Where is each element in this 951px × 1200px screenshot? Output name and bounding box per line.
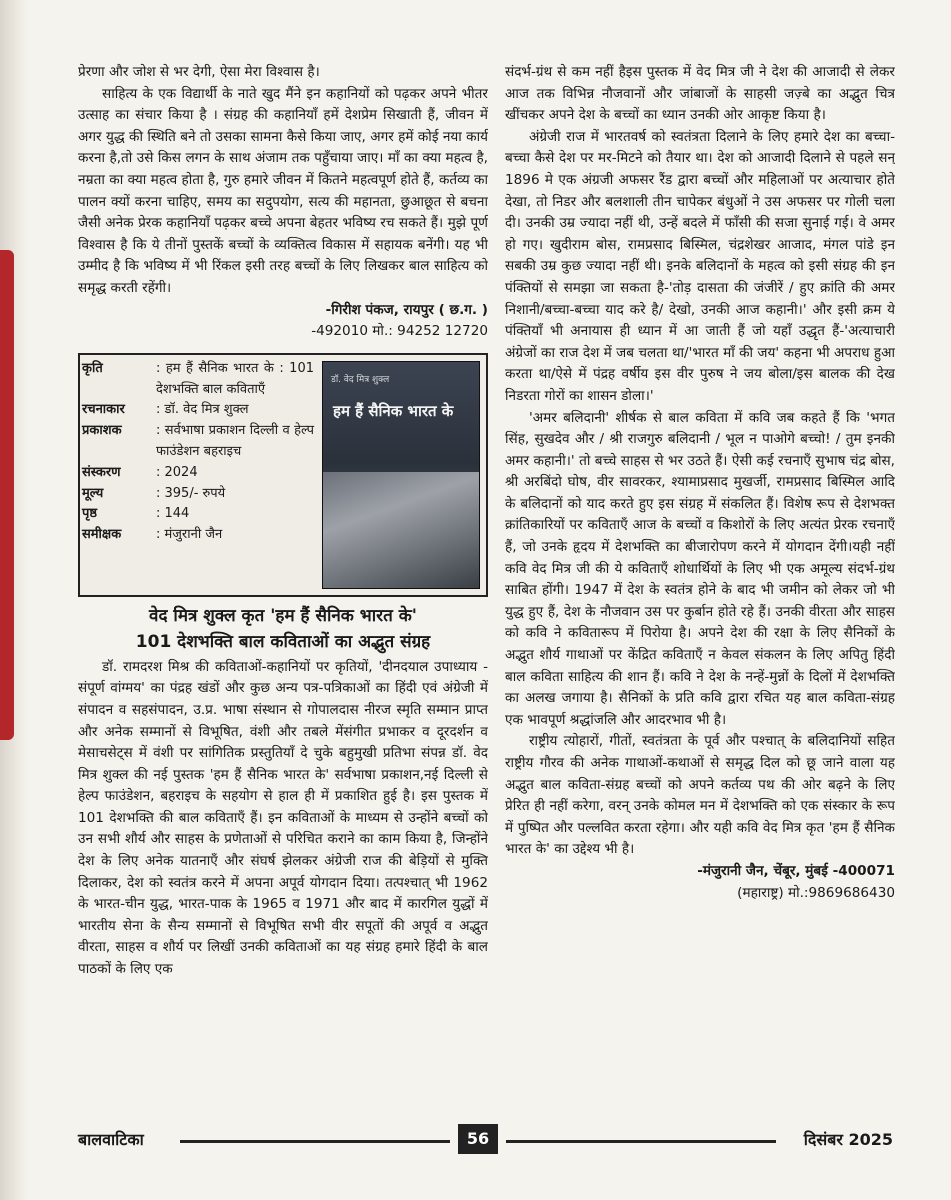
book-cover-artwork <box>323 472 479 588</box>
detail-value: : डॉ. वेद मित्र शुक्ल <box>156 402 249 418</box>
detail-value: : हम हैं सैनिक भारत के : 101 देशभक्ति बाल कविताएँ <box>156 360 314 397</box>
detail-row <box>82 484 314 505</box>
book-details <box>82 359 314 546</box>
page-footer <box>78 1128 893 1154</box>
red-page-tab <box>0 250 14 740</box>
detail-key: समीक्षक <box>82 527 122 543</box>
magazine-name: बालवाटिका <box>78 1130 144 1149</box>
detail-key: संस्करण <box>82 464 121 480</box>
detail-row <box>82 359 314 401</box>
review-heading-line2: 101 देशभक्ति बाल कविताओं का अद्भुत संग्रह <box>135 631 431 652</box>
paragraph: अंग्रेजी राज में भारतवर्ष को स्वतंत्रता दिलाने के लिए हमारे देश का बच्चा-बच्चा कैसे देश पर मर-मिटने को तैयार था। देश को आजादी दिलाने से पहले सन् 1896 मे एक अंग्रजी अफसर रैंड द्वारा बच्चों और महिलाओं पर अत्याचार होते देखा, तो निडर और बलशाली तीन चापेकर बंधुओं ने उस अफसर पर गोली चला दी। उनकी उम्र ज्यादा नहीं थी, उन्हें बदले में फाँसी की सजा सुनाई गई। वे अमर हो गए। खुदीराम बोस, रामप्रसाद बिस्मिल, चंद्रशेखर आजाद, मंगल पांडे इन सबकी उम्र कुछ ज्यादा नहीं थी। इनके बलिदानों के महत्व को इसी संग्रह की इन पंक्तियों से समझा जा सकता है-'तोड़ दासता की जंजीरें / हुए क्रांति की अमर निशानी/बच्चा-बच्चा याद करे है/ देखो, उनकी आज कहानी।' और इसी क्रम ये पंक्तियाँ भी अनायास ही ध्यान में आ जाती हैं जो यहाँ उद्धृत हैं-'अत्याचारी अंग्रेजों का राज देश में जब चलता था/'भारत माँ की जय' कहना भी अपराध हुआ करता था/ऐसे में पंद्रह वर्षीय इस वीर पुरुष ने जय बोला/इस बालक की देख निडरता गोरों का शासन डोला।' <box>505 128 895 404</box>
detail-key: रचनाकार <box>82 402 125 418</box>
page-number: 56 <box>458 1124 498 1154</box>
paragraph: डॉ. रामदरश मिश्र की कविताओं-कहानियों पर कृतियों, 'दीनदयाल उपाध्याय - संपूर्ण वांग्मय' का पंद्रह खंडों और कुछ अन्य पत्र-पत्रिकाओं का हिंदी एवं अंग्रेजी में संपादन व सहसंपादन, उ.प्र. भाषा संस्थान से गोपालदास नीरज स्मृति सम्मान प्राप्त और अनेक सम्मानों से विभूषित, वंशी और तबले मेंसंगीत प्रभाकर व दूरदर्शन व मेसाचसेट्स में वंशी पर सांगितिक प्रस्तुतियाँ दे चुके बहुमुखी प्रतिभा संपन्न डॉ. वेद मित्र शुक्ल की नई पुस्तक 'हम हैं सैनिक भारत के' सर्वभाषा प्रकाशन,नई दिल्ली से हेल्प फाउंडेशन, बहराइच के सहयोग से हाल ही में प्रकाशित हुई है। इस पुस्तक में 101 देशभक्ति की बाल कविताएँ हैं। इन कविताओं के माध्यम से उन्होंने बच्चों को उन सभी शौर्य और साहस के प्रणेताओं से परिचित कराने का काम किया है, जिन्होंने देश के लिए अनेक यातनाएँ और संघर्ष झेलकर अंग्रेजी राज की बेड़ियों से मुक्ति दिलाकर, देश को स्वतंत्र करने में अपना अपूर्व योगदान दिया। तत्पश्चात् भी 1962 के भारत-चीन युद्ध, भारत-पाक के 1965 व 1971 और बाद में कारगिल युद्धों में भारतीय सेना के सैन्य सम्मानों से विभूषित सभी वीर सपूतों की अपूर्व व अद्भुत वीरता, साहस व शौर्य पर लिखीं उनकी कविताओं का यह संग्रह हमारे हिंदी के बाल पाठकों के लिए एक <box>78 658 488 978</box>
paragraph: प्रेरणा और जोश से भर देगी, ऐसा मेरा विश्वास है। <box>78 64 320 80</box>
detail-key: पृष्ठ <box>82 506 98 522</box>
signature-contact: -492010 मो.: 94252 12720 <box>311 323 488 340</box>
left-column <box>78 62 488 1122</box>
signature: -गिरीश पंकज, रायपुर ( छ.ग. ) <box>325 301 488 318</box>
footer-rule-right <box>506 1140 776 1143</box>
signature: -मंजुरानी जैन, चेंबूर, मुंबई -400071 <box>697 862 895 879</box>
paragraph: राष्ट्रीय त्योहारों, गीतों, स्वतंत्रता के पूर्व और पश्चात् के बलिदानियों सहित राष्ट्रीय गौरव की अनेक गाथाओं-कथाओं से समृद्ध दिल को छू जाने वाला यह अद्भुत बाल कविता-संग्रह बच्चों को अपने कर्तव्य पथ की ओर बढ़ने के लिए प्रेरित ही नहीं करेगा, वरन् उनके कोमल मन में देशभक्ति को एक संस्कार के रूप में पुष्पित और पल्लवित करता रहेगा। और यही कवि वेद मित्र कृत 'हम हैं सैनिक भारत के' का उद्देश्य भी है। <box>505 733 895 858</box>
footer-rule-left <box>180 1140 450 1143</box>
review-heading <box>78 603 488 655</box>
paragraph: संदर्भ-ग्रंथ से कम नहीं हैइस पुस्तक में वेद मित्र जी ने देश की आजादी से लेकर आज तक विभिन्न नौजवानों और जांबाजों के साहसी जज़्बे का अद्भुत चित्र खींचकर अपने देश के बच्चों का ध्यान उनकी ओर आकृष्ट किया है। <box>505 64 895 124</box>
paragraph: साहित्य के एक विद्यार्थी के नाते खुद मैंने इन कहानियों को पढ़कर अपने भीतर उत्साह का संचार किया है । संग्रह की कहानियाँ हमें देशप्रेम सिखाती हैं, जीवन में अगर युद्ध की स्थिति बने तो उसका सामना कैसे किया जाए, अगर हमें कोई नया कार्य करना है,तो उसे किस लगन के साथ अंजाम तक पहुँचाया जाए। माँ का क्या महत्व है, नम्रता का क्या महत्व होता है, गुरु हमारे जीवन में कितने महत्वपूर्ण होते हैं, कर्तव्य का पालन क्यों करना चाहिए, समय का सदुपयोग, सत्य की महानता, छुआछूत से बचना जैसी अनेक प्रेरक कहानियाँ पढ़कर बच्चे अपना बेहतर भविष्य रच सकते हैं। मुझे पूर्ण विश्वास है कि ये तीनों पुस्तकें बच्चों के व्यक्तित्व विकास में सहायक बनेंगी। यह भी उम्मीद है कि भविष्य में भी रिंकल इसी तरह बच्चों के लिए लिखकर बाल साहित्य को समृद्ध करती रहेंगी। <box>78 85 488 296</box>
detail-key: मूल्य <box>82 485 104 501</box>
detail-key: प्रकाशक <box>82 423 122 439</box>
review-heading-line1: वेद मित्र शुक्ल कृत 'हम हैं सैनिक भारत के' <box>149 605 417 626</box>
right-column <box>505 62 895 1122</box>
detail-key: कृति <box>82 360 103 376</box>
book-cover-author: डॉ. वेद मित्र शुक्ल <box>331 374 390 385</box>
detail-row <box>82 504 314 525</box>
issue-month: दिसंबर 2025 <box>803 1130 893 1149</box>
detail-value: : 395/- रुपये <box>156 485 226 501</box>
detail-value: : मंजुरानी जैन <box>156 527 223 543</box>
detail-row <box>82 525 314 546</box>
book-cover-image <box>322 361 480 589</box>
book-cover-title: हम हैं सैनिक भारत के <box>333 401 454 420</box>
detail-row <box>82 463 314 484</box>
detail-value: : सर्वभाषा प्रकाशन दिल्ली व हेल्प फाउंडेशन बहराइच <box>156 423 314 459</box>
detail-row <box>82 421 314 463</box>
signature-contact: (महाराष्ट्र) मो.:9869686430 <box>737 884 895 901</box>
detail-row <box>82 400 314 421</box>
review-info-box <box>78 353 488 597</box>
detail-value: : 2024 <box>156 464 198 480</box>
paragraph: 'अमर बलिदानी' शीर्षक से बाल कविता में कवि जब कहते हैं कि 'भगत सिंह, सुखदेव और / श्री राजगुरु बलिदानी / भूल न पाओगे बच्चो! / तुम इनकी अमर कहानी।' तो बच्चे साहस से भर उठते हैं। ऐसी कई रचनाएँ सुभाष चंद्र बोस, श्री अरबिंदो घोष, वीर सावरकर, श्यामाप्रसाद मुखर्जी, रामप्रसाद बिस्मिल आदि के बलिदानों को याद करते हुए इस संग्रह में संकलित हैं। विशेष रूप से देशभक्त क्रांतिकारियों पर कविताएँ आज के बच्चों व किशोरों के लिए अत्यंत प्रेरक रचनाएँ हैं, जो उनके हृदय में देशभक्ति का बीजारोपण करने में योगदान देंगी।यही नहीं कवि वेद मित्र जी की ये कविताएँ शोधार्थियों के लिए भी एक अमूल्य संदर्भ-ग्रंथ साबित होंगी। 1947 में देश के स्वतंत्र होने के बाद भी जमीन को लेकर जो भी युद्ध हुए हैं, देश के नौजवान उस पर कुर्बान होते रहे हैं। उनकी वीरता और साहस को कवि ने कवितारूप में पिरोया है। अपने देश की रक्षा के लिए सैनिकों के अद्भुत शौर्य गाथाओं पर केंद्रित कविताएँ न केवल संकलन के लिए अपितु हिंदी बाल कविता साहित्य की शान हैं। कवि ने देश के नन्हें-मुन्नों के दिलों में देशभक्ति का अलख जगाया है। सैनिकों के प्रति कवि द्वारा रचित यह बाल कविता-संग्रह एक भावपूर्ण श्रद्धांजलि और आदरभाव भी है। <box>505 409 895 728</box>
detail-value: : 144 <box>156 506 190 522</box>
